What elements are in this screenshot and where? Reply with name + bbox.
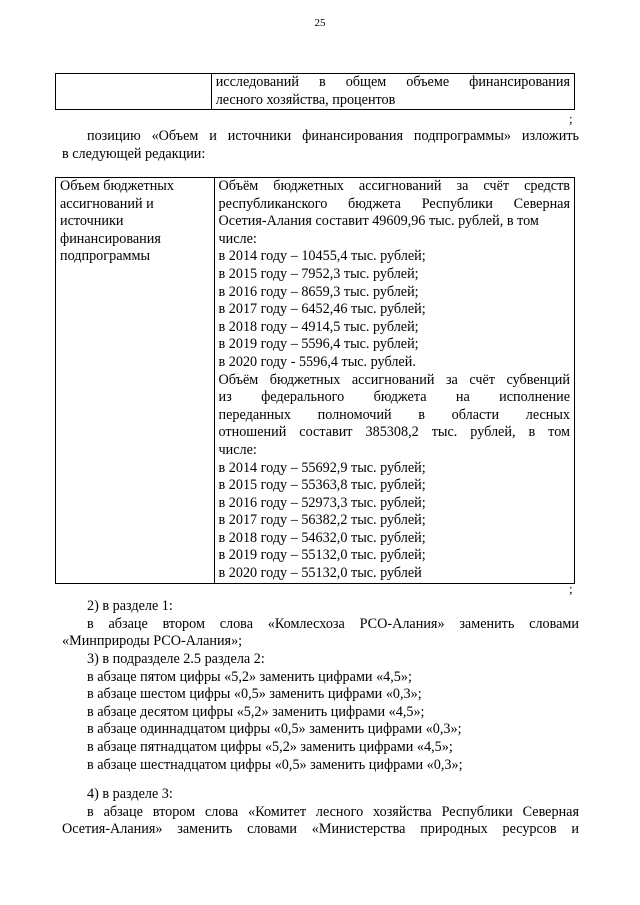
value-line: в 2015 году – 55363,8 тыс. рублей; (218, 477, 426, 494)
paragraph-line: в абзаце десятом цифры «5,2» заменить цифрами «4,5»; (87, 703, 425, 720)
paragraph-line: в абзаце шестом цифры «0,5» заменить цифрами «0,3»; (87, 686, 422, 703)
value-line: Осетия-Алания составит 49609,96 тыс. рублей, в том (218, 213, 539, 230)
paragraph-line: в абзаце шестнадцатом цифры «0,5» заменить цифрами «0,3»; (87, 756, 463, 773)
paragraph-line: Осетия-Алания» заменить словами «Министерства природных ресурсов и (62, 821, 579, 838)
value-line: отношений составит 385308,2 тыс. рублей, в том (218, 424, 570, 441)
paragraph-line: в абзаце одиннадцатом цифры «0,5» заменить цифрами «0,3»; (87, 721, 462, 738)
value-line: в 2017 году – 6452,46 тыс. рублей; (218, 301, 426, 318)
value-line: в 2016 году – 8659,3 тыс. рублей; (218, 283, 419, 300)
label-line: Объем бюджетных (60, 178, 174, 194)
paragraph-line: в следующей редакции: (62, 145, 206, 162)
value-line: числе: (218, 441, 257, 458)
paragraph-line: 2) в разделе 1: (87, 598, 173, 614)
label-line: ассигнований и (60, 195, 154, 212)
value-line: в 2014 году – 10455,4 тыс. рублей; (218, 248, 426, 265)
section-2-paragraph (62, 598, 579, 651)
value-line: переданных полномочий в области лесных (218, 406, 570, 423)
paragraph-line: 3) в подразделе 2.5 раздела 2: (87, 651, 265, 667)
paragraph-line: в абзаце пятнадцатом цифры «5,2» заменить цифрами «4,5»; (87, 738, 453, 755)
funding-table-label-cell (56, 178, 215, 584)
semicolon-mark: ; (569, 581, 573, 596)
paragraph-line: «Минприроды РСО-Алания»; (62, 633, 243, 650)
value-line: республиканского бюджета Республики Северная (218, 195, 570, 212)
position-paragraph (62, 128, 579, 163)
label-line: финансирования (60, 230, 161, 247)
section-3-paragraph (62, 651, 579, 774)
semicolon-mark: ; (569, 111, 573, 126)
value-line: Объём бюджетных ассигнований за счёт средств (218, 178, 570, 194)
top-table-right-cell (211, 74, 574, 110)
top-table-line: исследований в общем объеме финансирования (215, 74, 570, 90)
funding-table-value-cell (214, 178, 574, 584)
paragraph-line: 4) в разделе 3: (87, 786, 173, 802)
page-number: 25 (314, 17, 326, 29)
top-table-left-cell (56, 74, 212, 110)
paragraph-line: в абзаце пятом цифры «5,2» заменить цифрами «4,5»; (87, 668, 412, 685)
label-line: подпрограммы (60, 248, 150, 265)
value-line: в 2017 году – 56382,2 тыс. рублей; (218, 512, 426, 529)
value-line: в 2018 году – 4914,5 тыс. рублей; (218, 318, 419, 335)
top-table-fragment (55, 73, 575, 110)
paragraph-line: в абзаце втором слова «Комлесхоза РСО-Алания» заменить словами (87, 615, 579, 632)
section-4-paragraph (62, 786, 579, 839)
value-line: числе: (218, 230, 257, 247)
label-line: источники (60, 213, 124, 230)
value-line: Объём бюджетных ассигнований за счёт субвенций (218, 371, 570, 388)
value-line: в 2018 году – 54632,0 тыс. рублей; (218, 529, 426, 546)
value-line: в 2020 году – 55132,0 тыс. рублей (218, 565, 422, 582)
value-line: в 2016 году – 52973,3 тыс. рублей; (218, 494, 426, 511)
paragraph-line: в абзаце втором слова «Комитет лесного хозяйства Республики Северная (87, 803, 579, 820)
value-line: в 2015 году – 7952,3 тыс. рублей; (218, 265, 419, 282)
top-table-line: лесного хозяйства, процентов (215, 91, 396, 108)
value-line: из федерального бюджета на исполнение (218, 389, 570, 406)
value-line: в 2019 году – 5596,4 тыс. рублей; (218, 336, 419, 353)
value-line: в 2020 году - 5596,4 тыс. рублей. (218, 353, 416, 370)
value-line: в 2019 году – 55132,0 тыс. рублей; (218, 547, 426, 564)
paragraph-line: позицию «Объем и источники финансирования подпрограммы» изложить (87, 128, 579, 144)
funding-table (55, 177, 575, 584)
value-line: в 2014 году – 55692,9 тыс. рублей; (218, 459, 426, 476)
